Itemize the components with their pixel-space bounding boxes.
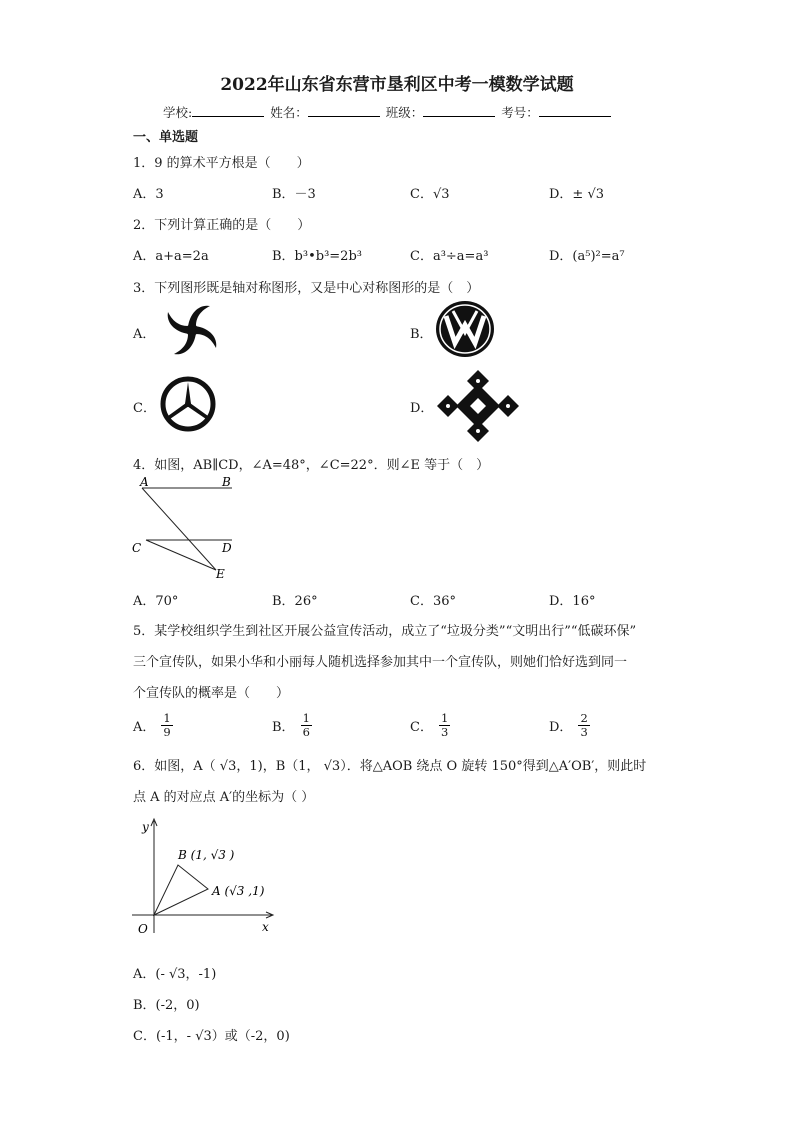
school-blank[interactable]: [192, 104, 264, 117]
school-label: 学校:: [163, 105, 193, 120]
q6-coordinate-figure: [126, 815, 282, 941]
q5-stem-line1: 5．某学校组织学生到社区开展公益宣传活动，成立了“垃圾分类”“文明出行”“低碳环保”: [133, 624, 637, 639]
q2-stem: 2．下列计算正确的是（ ）: [133, 218, 311, 233]
q3-label-a: A．: [133, 327, 156, 342]
q6-stem-line1: 6．如图，A（ √3，1)，B（1， √3）．将△AOB 绕点 O 旋转 150°得到△A′OB′，则此时: [133, 759, 647, 774]
point-b-coord-label: B (1, √3 ): [178, 848, 235, 862]
q3-label-b: B．: [410, 327, 433, 342]
q2-option-d: D．(a⁵)²=a⁷: [549, 249, 625, 264]
q1-option-a: A．3: [133, 187, 164, 202]
q5-stem-line3: 个宣传队的概率是（ ）: [133, 686, 290, 701]
q5-option-d: D． $\frac{2}{3}$: [549, 711, 588, 739]
diamond-cross-figure: [434, 368, 522, 444]
q3-stem: 3．下列图形既是轴对称图形，又是中心对称图形的是（ ）: [133, 281, 480, 296]
q5-option-b: B． $\frac{1}{6}$: [272, 711, 310, 739]
point-a-label: A: [140, 475, 149, 489]
q4-option-b: B．26°: [272, 594, 318, 609]
q4-option-c: C．36°: [410, 594, 456, 609]
pinwheel-figure: [160, 302, 224, 358]
q5-option-c: C． $\frac{1}{3}$: [410, 711, 449, 739]
point-e-label: E: [216, 567, 225, 581]
y-axis-label: y: [142, 820, 149, 834]
q6-option-b: B．(-2，0): [133, 998, 200, 1013]
q3-label-d: D．: [410, 401, 434, 416]
q1-option-c: C．√3: [410, 187, 450, 202]
section-heading: 一、单选题: [133, 130, 199, 145]
q2-option-c: C．a³÷a=a³: [410, 249, 489, 264]
q5-option-a: A． $\frac{1}{9}$: [133, 711, 171, 739]
point-d-label: D: [222, 541, 232, 555]
q1-option-b: B．－3: [272, 187, 316, 202]
class-blank[interactable]: [423, 104, 495, 117]
name-blank[interactable]: [308, 104, 380, 117]
fraction: $\frac{1}{6}$: [302, 711, 310, 739]
q3-label-c: C．: [133, 401, 156, 416]
fraction: $\frac{1}{9}$: [163, 711, 171, 739]
q6-option-a: A．(- √3，-1): [133, 967, 217, 982]
point-b-label: B: [222, 475, 231, 489]
q4-parallel-lines-figure: [130, 474, 240, 582]
q1-stem: 1．9 的算术平方根是（ ）: [133, 156, 310, 171]
q2-option-b: B．b³•b³=2b³: [272, 249, 362, 264]
point-c-label: C: [132, 541, 142, 555]
q6-option-c: C．(-1，- √3）或（-2，0): [133, 1029, 290, 1044]
q5-stem-line2: 三个宣传队，如果小华和小丽每人随机选择参加其中一个宣传队，则她们恰好选到同一: [133, 655, 628, 670]
page-title: 2022年山东省东营市垦利区中考一模数学试题: [220, 75, 574, 95]
point-a-coord-label: A (√3 ,1): [212, 884, 265, 898]
fraction: $\frac{1}{3}$: [440, 711, 449, 739]
q4-option-a: A．70°: [133, 594, 179, 609]
exam-no-label: 考号：: [501, 105, 539, 120]
exam-no-blank[interactable]: [539, 104, 611, 117]
q2-option-a: A．a+a=2a: [133, 249, 209, 264]
fraction: $\frac{2}{3}$: [580, 711, 588, 739]
q4-option-d: D．16°: [549, 594, 596, 609]
three-point-star-figure: [156, 375, 220, 433]
q6-stem-line2: 点 A 的对应点 A′的坐标为（ ）: [133, 790, 315, 805]
name-label: 姓名：: [270, 105, 308, 120]
x-axis-label: x: [262, 920, 269, 934]
origin-label: O: [138, 922, 148, 936]
student-info-line: [163, 103, 613, 121]
class-label: 班级：: [385, 105, 424, 120]
vw-logo-figure: [433, 299, 497, 359]
q4-stem: 4．如图，AB∥CD，∠A=48°，∠C=22°．则∠E 等于（ ）: [133, 458, 490, 473]
q1-option-d: D．± √3: [549, 187, 605, 202]
